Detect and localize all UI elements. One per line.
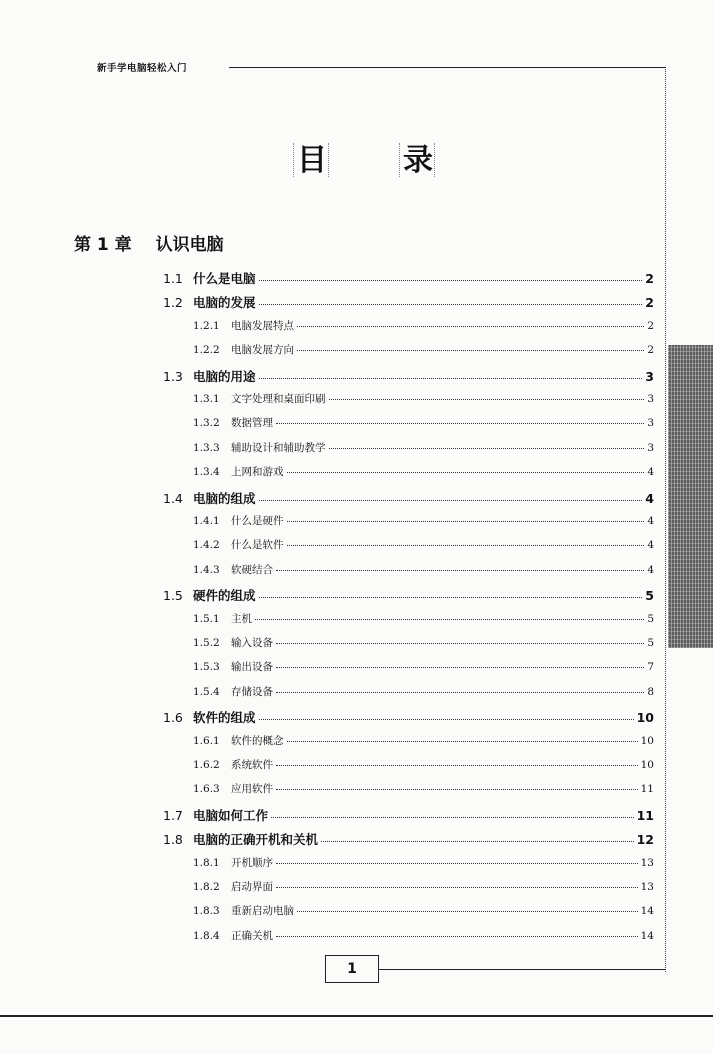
entry-title: 硬件的组成 bbox=[193, 588, 256, 604]
dot-leader bbox=[276, 423, 644, 424]
toc-subsection-entry bbox=[193, 513, 654, 528]
entry-page: 4 bbox=[647, 563, 654, 576]
entry-number: 1.5.3 bbox=[193, 661, 220, 674]
dot-leader bbox=[297, 350, 644, 351]
entry-number: 1.3 bbox=[163, 368, 183, 384]
toc-subsection-entry bbox=[193, 318, 654, 333]
entry-page: 12 bbox=[636, 832, 654, 848]
toc-subsection-entry bbox=[193, 879, 654, 894]
dot-leader bbox=[259, 500, 643, 501]
dot-leader bbox=[276, 570, 644, 571]
entry-page: 10 bbox=[636, 710, 654, 726]
entry-title: 文字处理和桌面印刷 bbox=[231, 393, 326, 405]
dot-leader bbox=[287, 472, 645, 473]
entry-page: 3 bbox=[647, 393, 654, 405]
entry-title: 软件的组成 bbox=[193, 710, 256, 726]
entry-number: 1.7 bbox=[163, 807, 183, 823]
dot-leader bbox=[259, 304, 643, 305]
toc-subsection-entry bbox=[193, 342, 654, 357]
entry-title: 电脑的正确开机和关机 bbox=[193, 832, 319, 848]
dot-leader bbox=[271, 817, 634, 818]
entry-title: 启动界面 bbox=[231, 881, 273, 893]
toc-subsection-entry bbox=[193, 562, 654, 577]
entry-title: 软硬结合 bbox=[231, 563, 273, 576]
entry-page: 14 bbox=[640, 905, 654, 918]
entry-title: 什么是硬件 bbox=[231, 515, 284, 527]
book-title: 新手学电脑轻松入门 bbox=[97, 63, 188, 74]
entry-title: 电脑发展方向 bbox=[231, 344, 294, 357]
entry-number: 1.5 bbox=[163, 588, 183, 604]
toc-section-entry bbox=[163, 489, 654, 507]
entry-title: 电脑发展特点 bbox=[231, 319, 294, 332]
entry-title: 什么是软件 bbox=[231, 539, 284, 552]
dot-leader bbox=[259, 719, 634, 720]
toc-title-char-1: 目 bbox=[297, 146, 327, 176]
entry-number: 1.2.1 bbox=[193, 319, 220, 332]
chapter-title: 认识电脑 bbox=[155, 235, 224, 255]
entry-page: 2 bbox=[645, 295, 654, 311]
toc-subsection-entry bbox=[193, 611, 654, 626]
dot-leader bbox=[276, 887, 638, 888]
dot-leader bbox=[297, 326, 644, 327]
toc-subsection-entry bbox=[193, 928, 654, 943]
entry-number: 1.6.1 bbox=[193, 734, 220, 747]
entry-page: 4 bbox=[647, 515, 654, 527]
dot-leader bbox=[287, 741, 638, 742]
header-rule bbox=[229, 67, 666, 68]
toc-subsection-entry bbox=[193, 757, 654, 772]
page-number: 1 bbox=[325, 955, 379, 983]
entry-title: 系统软件 bbox=[231, 759, 273, 771]
entry-title: 电脑的发展 bbox=[193, 295, 256, 311]
chapter-thumb-tab bbox=[668, 345, 713, 648]
entry-title: 应用软件 bbox=[231, 783, 273, 796]
entry-number: 1.2.2 bbox=[193, 344, 220, 357]
dot-leader bbox=[255, 619, 644, 620]
toc-subsection-entry bbox=[193, 440, 654, 455]
toc-subsection-entry bbox=[193, 391, 654, 406]
entry-title: 数据管理 bbox=[231, 417, 273, 430]
dot-leader bbox=[276, 643, 644, 644]
entry-number: 1.8.4 bbox=[193, 929, 220, 942]
entry-page: 3 bbox=[647, 441, 654, 454]
toc-subsection-entry bbox=[193, 415, 654, 430]
entry-page: 14 bbox=[640, 929, 654, 942]
page-bottom-edge bbox=[0, 1015, 713, 1017]
toc-section-entry bbox=[163, 293, 654, 311]
toc-section-entry bbox=[163, 367, 654, 385]
entry-title: 正确关机 bbox=[231, 929, 273, 942]
toc-subsection-entry bbox=[193, 537, 654, 552]
entry-page: 4 bbox=[647, 539, 654, 552]
entry-number: 1.8 bbox=[163, 832, 183, 848]
entry-title: 什么是电脑 bbox=[193, 271, 256, 286]
entry-page: 5 bbox=[647, 637, 654, 649]
entry-number: 1.2 bbox=[163, 295, 183, 311]
entry-page: 10 bbox=[640, 734, 654, 747]
dot-leader bbox=[329, 448, 645, 449]
toc-title-char-2: 录 bbox=[403, 146, 433, 176]
entry-number: 1.5.2 bbox=[193, 637, 220, 649]
toc-subsection-entry bbox=[193, 684, 654, 699]
dot-leader bbox=[287, 545, 645, 546]
entry-page: 3 bbox=[647, 417, 654, 430]
dot-leader bbox=[276, 765, 638, 766]
entry-number: 1.3.3 bbox=[193, 441, 220, 454]
toc-subsection-entry bbox=[193, 903, 654, 918]
toc-subsection-entry bbox=[193, 659, 654, 674]
entry-page: 11 bbox=[640, 783, 654, 796]
toc-subsection-entry bbox=[193, 464, 654, 479]
entry-number: 1.4.1 bbox=[193, 515, 220, 527]
toc-section-entry bbox=[163, 708, 654, 726]
entry-number: 1.3.1 bbox=[193, 393, 220, 405]
dot-leader bbox=[297, 911, 638, 912]
entry-number: 1.5.4 bbox=[193, 685, 220, 698]
entry-title: 重新启动电脑 bbox=[231, 905, 294, 918]
dot-leader bbox=[276, 863, 638, 864]
toc-subsection-entry bbox=[193, 733, 654, 748]
toc-subsection-entry bbox=[193, 635, 654, 650]
entry-number: 1.3.4 bbox=[193, 466, 220, 479]
entry-number: 1.8.1 bbox=[193, 856, 220, 869]
entry-page: 8 bbox=[647, 685, 654, 698]
entry-number: 1.5.1 bbox=[193, 612, 220, 625]
dot-leader bbox=[276, 667, 644, 668]
entry-title: 上网和游戏 bbox=[231, 466, 284, 479]
entry-title: 输出设备 bbox=[231, 661, 273, 674]
entry-page: 10 bbox=[640, 759, 654, 771]
entry-title: 辅助设计和辅助教学 bbox=[231, 441, 326, 454]
entry-page: 13 bbox=[640, 856, 654, 869]
entry-number: 1.4 bbox=[163, 490, 183, 506]
entry-number: 1.6.2 bbox=[193, 759, 220, 771]
dot-leader bbox=[259, 597, 643, 598]
toc-subsection-entry bbox=[193, 781, 654, 796]
entry-number: 1.4.3 bbox=[193, 563, 220, 576]
entry-page: 11 bbox=[636, 807, 654, 823]
entry-number: 1.6.3 bbox=[193, 783, 220, 796]
dot-leader bbox=[276, 789, 638, 790]
entry-page: 4 bbox=[647, 466, 654, 479]
toc-subsection-entry bbox=[193, 855, 654, 870]
entry-title: 电脑如何工作 bbox=[193, 807, 269, 823]
entry-title: 存储设备 bbox=[231, 685, 273, 698]
toc-section-entry bbox=[163, 830, 654, 848]
entry-title: 电脑的用途 bbox=[193, 368, 256, 384]
dot-leader bbox=[329, 399, 645, 400]
toc-section-entry bbox=[163, 806, 654, 824]
entry-title: 电脑的组成 bbox=[193, 490, 256, 506]
entry-number: 1.4.2 bbox=[193, 539, 220, 552]
entry-number: 1.1 bbox=[163, 271, 183, 286]
entry-page: 7 bbox=[647, 661, 654, 674]
toc-section-entry bbox=[163, 269, 654, 287]
entry-title: 软件的概念 bbox=[231, 734, 284, 747]
entry-number: 1.8.2 bbox=[193, 881, 220, 893]
entry-number: 1.8.3 bbox=[193, 905, 220, 918]
chapter-label: 第 1 章 bbox=[74, 235, 132, 255]
footer-rule bbox=[379, 969, 666, 970]
entry-page: 2 bbox=[645, 271, 654, 286]
entry-page: 5 bbox=[647, 612, 654, 625]
entry-page: 3 bbox=[645, 368, 654, 384]
entry-number: 1.6 bbox=[163, 710, 183, 726]
entry-page: 4 bbox=[645, 490, 654, 506]
dot-leader bbox=[321, 841, 634, 842]
entry-page: 2 bbox=[647, 344, 654, 357]
dot-leader bbox=[276, 692, 644, 693]
page-right-border bbox=[665, 67, 666, 972]
dot-leader bbox=[276, 936, 638, 937]
entry-title: 输入设备 bbox=[231, 637, 273, 649]
entry-page: 13 bbox=[640, 881, 654, 893]
entry-page: 2 bbox=[647, 319, 654, 332]
entry-number: 1.3.2 bbox=[193, 417, 220, 430]
entry-page: 5 bbox=[645, 588, 654, 604]
entry-title: 主机 bbox=[231, 612, 252, 625]
dot-leader bbox=[259, 378, 643, 379]
toc-section-entry bbox=[163, 586, 654, 604]
dot-leader bbox=[259, 280, 643, 281]
chapter-heading bbox=[74, 230, 224, 255]
dot-leader bbox=[287, 521, 645, 522]
entry-title: 开机顺序 bbox=[231, 856, 273, 869]
